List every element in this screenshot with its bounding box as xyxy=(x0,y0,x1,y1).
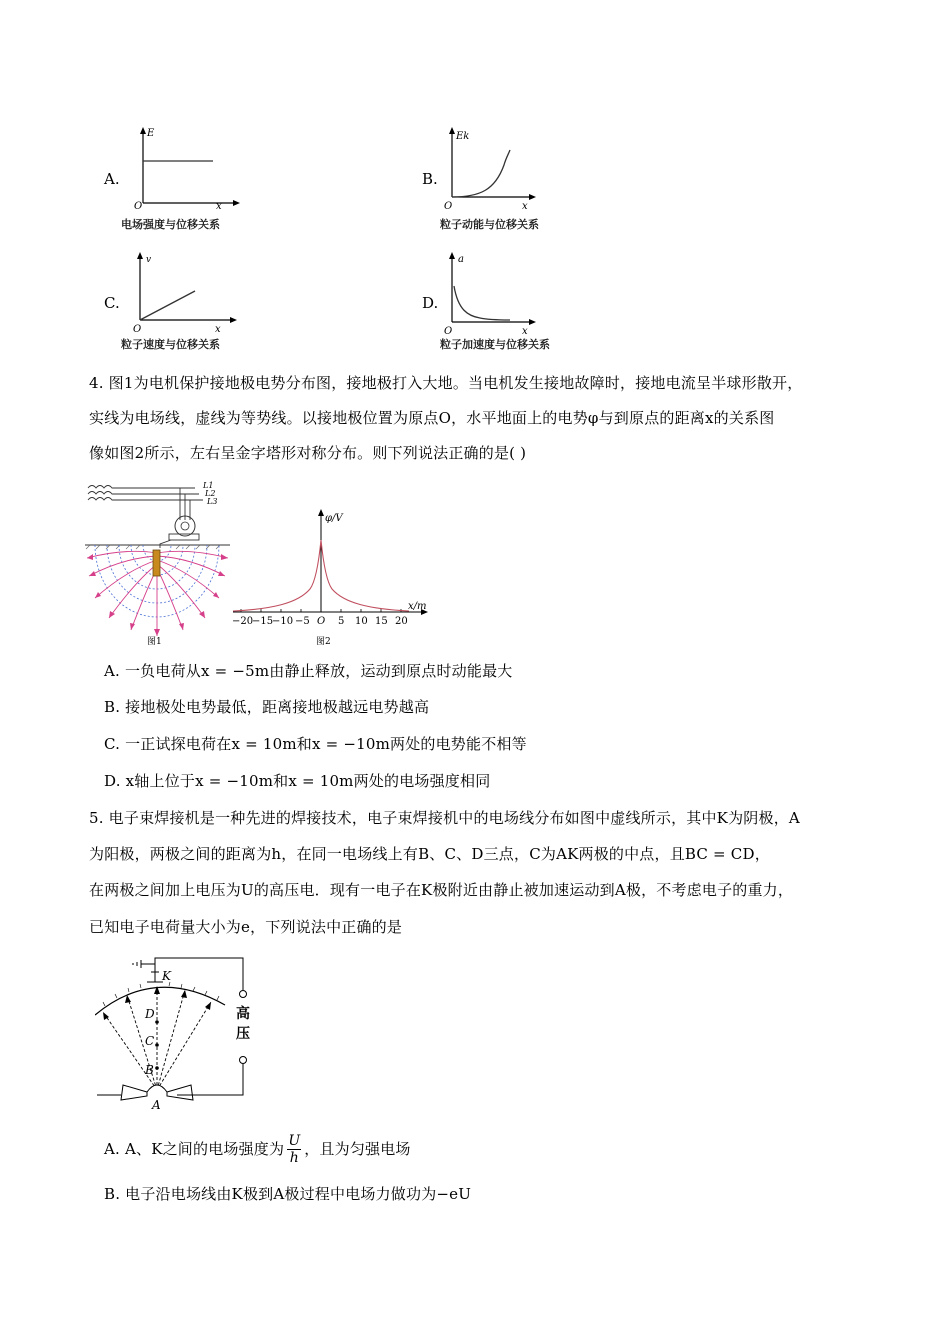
q4-stem-line1: 4. 图1为电机保护接地极电势分布图，接地极打入大地。当电机发生接地故障时，接地电流呈半球形散开， xyxy=(89,374,803,392)
q4-stem-line2: 实线为电场线，虚线为等势线。以接地极位置为原点O，水平地面上的电势φ与到原点的距离x的关系图 xyxy=(89,409,775,427)
graph-d-xlabel: x xyxy=(522,326,528,335)
fig2-tick: 15 xyxy=(375,616,388,627)
graph-d-ylabel: a xyxy=(458,254,464,265)
graph-ek-vs-x xyxy=(440,125,540,210)
graph-a-ylabel: E xyxy=(147,128,155,139)
q5-stem-line3: 在两极之间加上电压为U的高压电．现有一电子在K极附近由静止被加速运动到A极，不考虑电子的重力， xyxy=(89,881,794,899)
graph-a-vs-x xyxy=(440,250,540,335)
q5-option-a xyxy=(104,1128,411,1170)
graph-c-caption: 粒子速度与位移关系 xyxy=(121,338,220,351)
graph-b-xlabel: x xyxy=(522,201,528,210)
fig-label-voltage: 压 xyxy=(236,1026,250,1042)
fig-label-b: B xyxy=(145,1063,154,1077)
q4-figure1 xyxy=(85,478,230,648)
fig2-tick: −15 xyxy=(252,616,274,627)
option-b-letter: B. xyxy=(422,170,438,188)
q5-option-b: B. 电子沿电场线由K极到A极过程中电场力做功为−eU xyxy=(104,1185,472,1203)
graph-d-caption: 粒子加速度与位移关系 xyxy=(440,338,550,351)
option-c-letter: C. xyxy=(104,294,120,312)
fig1-caption: 图1 xyxy=(147,637,162,647)
fig2-tick: 5 xyxy=(338,616,345,627)
fig2-ylabel: φ/V xyxy=(325,513,343,524)
q5-stem-line1: 5. 电子束焊接机是一种先进的焊接技术，电子束焊接机中的电场线分布如图中虚线所示，其中K为阴极，A xyxy=(89,809,800,827)
fig2-xlabel: x/m xyxy=(408,601,427,612)
graph-v-vs-x xyxy=(125,250,240,335)
graph-b-ylabel: Ek xyxy=(456,131,470,142)
graph-e-vs-x xyxy=(128,125,243,210)
fig1-label-l2: L2 xyxy=(205,489,216,498)
q5-stem-line4: 已知电子电荷量大小为e，下列说法中正确的是 xyxy=(89,918,403,936)
fraction-numerator: U xyxy=(288,1132,301,1149)
graph-a-caption: 电场强度与位移关系 xyxy=(121,218,220,231)
q4-option-d: D. x轴上位于x = −10m和x = 10m两处的电场强度相同 xyxy=(104,772,491,790)
graph-b-caption: 粒子动能与位移关系 xyxy=(440,218,539,231)
fig-label-c: C xyxy=(145,1034,155,1048)
q4-stem-line3: 像如图2所示，左右呈金字塔形对称分布。则下列说法正确的是( ) xyxy=(89,444,527,462)
q4-figure2 xyxy=(228,505,438,650)
graph-b-origin: O xyxy=(444,201,453,210)
fig1-label-l3: L3 xyxy=(207,497,218,506)
graph-c-xlabel: x xyxy=(215,324,221,335)
fig1-label-l1: L1 xyxy=(203,481,214,490)
fig-label-high: 高 xyxy=(236,1006,250,1022)
q5-stem-line2: 为阳极，两极之间的距离为h，在同一电场线上有B、C、D三点，C为AK两极的中点，且BC = CD， xyxy=(89,845,770,863)
fig2-tick: O xyxy=(317,616,326,627)
fig-label-a: A xyxy=(152,1098,161,1110)
fig2-tick: 20 xyxy=(395,616,408,627)
q4-option-b: B. 接地极处电势最低，距离接地极越远电势越高 xyxy=(104,698,430,716)
graph-a-xlabel: x xyxy=(216,201,222,210)
fig2-tick: −10 xyxy=(272,616,294,627)
graph-d-origin: O xyxy=(444,326,453,335)
option-a-letter: A. xyxy=(104,170,120,188)
q4-option-a: A. 一负电荷从x = −5m由静止释放，运动到原点时动能最大 xyxy=(104,662,513,680)
graph-c-ylabel: v xyxy=(146,255,152,265)
fig-label-d: D xyxy=(145,1007,155,1021)
fig2-tick: −20 xyxy=(232,616,254,627)
q5-figure xyxy=(95,950,255,1110)
fig2-tick: 10 xyxy=(355,616,368,627)
q5-option-a-suffix: ，且为匀强电场 xyxy=(304,1140,411,1158)
q5-option-a-prefix: A. A、K之间的电场强度为 xyxy=(104,1140,285,1158)
fig2-caption: 图2 xyxy=(316,637,331,647)
option-d-letter: D. xyxy=(422,294,439,312)
fraction-u-over-h xyxy=(287,1133,301,1166)
fig2-tick: −5 xyxy=(295,616,310,627)
fig-label-k: K xyxy=(162,969,171,983)
graph-a-origin: O xyxy=(134,201,143,210)
q4-option-c: C. 一正试探电荷在x = 10m和x = −10m两处的电势能不相等 xyxy=(104,735,527,753)
fraction-denominator: h xyxy=(289,1149,299,1166)
graph-c-origin: O xyxy=(133,324,142,335)
